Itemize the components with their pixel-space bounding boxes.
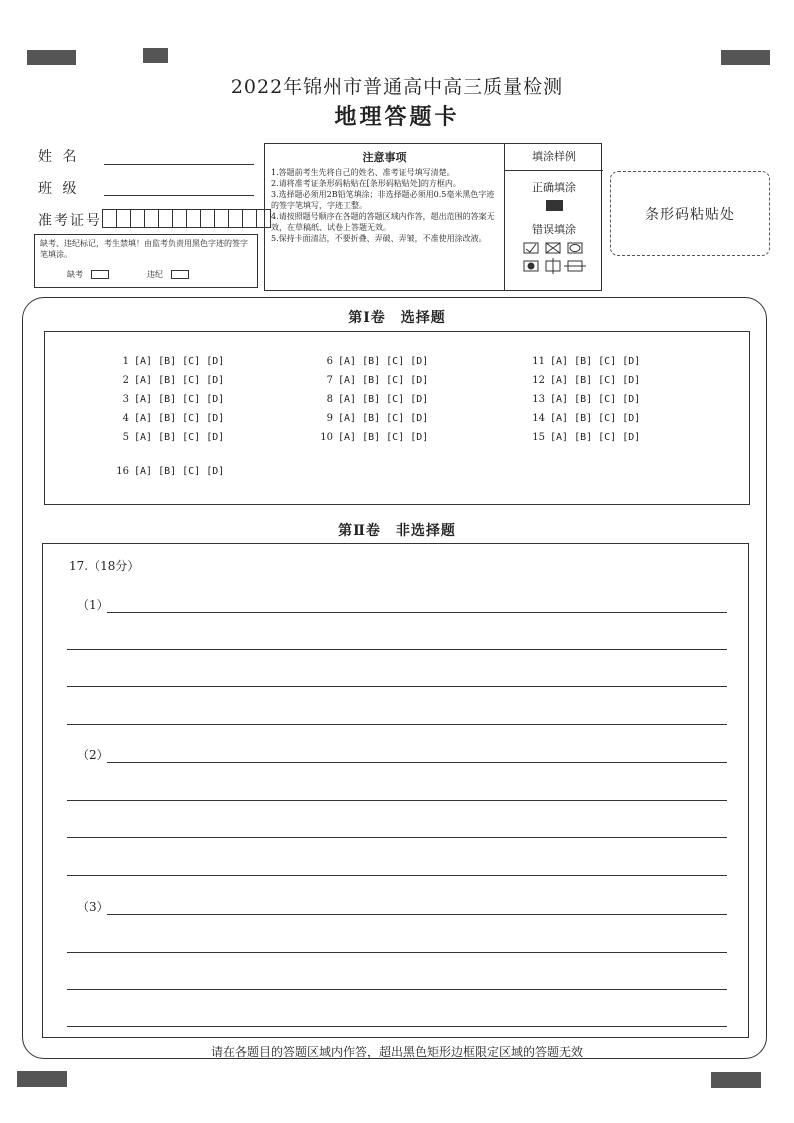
answer-line[interactable] xyxy=(67,875,727,876)
answer-line[interactable] xyxy=(67,649,727,650)
mc-question[interactable]: 13 [A] [B] [C] [D] xyxy=(532,394,641,405)
answer-line[interactable] xyxy=(67,989,727,990)
registration-mark xyxy=(27,50,76,65)
answer-line[interactable] xyxy=(67,1026,727,1027)
barcode-area[interactable] xyxy=(610,171,770,256)
notice-box xyxy=(264,143,602,291)
absence-instructions: 缺考、违纪标记，考生禁填！由监考负责用黑色字迹的签字笔填涂。 xyxy=(40,239,248,259)
mc-question[interactable]: 3 [A] [B] [C] [D] xyxy=(122,394,225,405)
wrong-fill-samples xyxy=(522,241,586,275)
notice-item: 1.答题前考生先将自己的姓名、准考证号填写清楚。 xyxy=(271,168,455,177)
mc-question[interactable]: 12 [A] [B] [C] [D] xyxy=(532,375,641,386)
essay-answer-area[interactable] xyxy=(42,543,749,1038)
notice-item: 3.选择题必须用2B铅笔填涂；非选择题必须用0.5毫米黑色字迹的签字笔填写，字迹工整。 xyxy=(271,190,495,210)
part-2-label: （2） xyxy=(77,748,109,762)
notice-item: 5.保持卡面清洁，不要折叠、弄破、弄皱，不准使用涂改液。 xyxy=(271,234,487,243)
answer-line[interactable] xyxy=(107,914,727,915)
section1-title: 第Ⅰ卷 选择题 xyxy=(348,310,446,326)
registration-mark xyxy=(711,1072,761,1088)
exam-title: 2022年锦州市普通高中高三质量检测 xyxy=(230,76,564,98)
mc-question[interactable]: 2 [A] [B] [C] [D] xyxy=(122,375,225,386)
correct-fill-label: 正确填涂 xyxy=(532,181,576,194)
mc-question[interactable]: 16 [A] [B] [C] [D] xyxy=(116,466,225,477)
barcode-label: 条形码粘贴处 xyxy=(645,206,735,223)
notice-title: 注意事项 xyxy=(362,151,407,164)
violation-checkbox[interactable] xyxy=(171,270,189,279)
answer-line[interactable] xyxy=(67,952,727,953)
part-3-label: （3） xyxy=(77,900,109,914)
correct-fill-sample xyxy=(546,200,563,211)
answer-line[interactable] xyxy=(67,686,727,687)
answer-line[interactable] xyxy=(107,612,727,613)
answer-line[interactable] xyxy=(67,800,727,801)
mc-question[interactable]: 1 [A] [B] [C] [D] xyxy=(122,356,225,367)
mc-question[interactable]: 7 [A] [B] [C] [D] xyxy=(326,375,429,386)
notice-item: 2.请将准考证条形码粘贴在[条形码粘贴处]的方框内。 xyxy=(271,179,461,188)
mc-question[interactable]: 4 [A] [B] [C] [D] xyxy=(122,413,225,424)
class-label: 班 级 xyxy=(38,181,80,197)
mc-question[interactable]: 14 [A] [B] [C] [D] xyxy=(532,413,641,424)
absent-checkbox[interactable] xyxy=(91,270,109,279)
mc-question[interactable]: 6 [A] [B] [C] [D] xyxy=(326,356,429,367)
class-field[interactable] xyxy=(104,195,254,196)
question-17-label: 17.（18分） xyxy=(69,559,140,573)
part-1-label: （1） xyxy=(77,598,109,612)
answer-line[interactable] xyxy=(67,724,727,725)
absent-label: 缺考 xyxy=(67,270,83,279)
violation-label: 违纪 xyxy=(147,270,163,279)
multiple-choice-area xyxy=(44,331,750,505)
mc-question[interactable]: 10 [A] [B] [C] [D] xyxy=(320,432,429,443)
exam-id-boxes[interactable] xyxy=(102,209,271,228)
notice-item: 4.请按照题号顺序在各题的答题区域内作答，超出范围的答案无效，在草稿纸、试卷上答题无效。 xyxy=(271,212,495,232)
name-label: 姓 名 xyxy=(38,149,80,165)
mc-question[interactable]: 8 [A] [B] [C] [D] xyxy=(326,394,429,405)
exam-id-label: 准考证号 xyxy=(38,213,102,229)
answer-line[interactable] xyxy=(107,762,727,763)
footer-note: 请在各题目的答题区域内作答，超出黑色矩形边框限定区域的答题无效 xyxy=(210,1045,583,1059)
mc-question[interactable]: 9 [A] [B] [C] [D] xyxy=(326,413,429,424)
registration-mark xyxy=(143,48,168,63)
answer-line[interactable] xyxy=(67,837,727,838)
mc-question[interactable]: 15 [A] [B] [C] [D] xyxy=(532,432,641,443)
name-field[interactable] xyxy=(104,164,254,165)
section2-title: 第Ⅱ卷 非选择题 xyxy=(338,523,456,539)
wrong-fill-label: 错误填涂 xyxy=(532,223,576,236)
fill-sample-title: 填涂样例 xyxy=(505,144,603,171)
registration-mark xyxy=(17,1071,67,1087)
answer-sheet-title: 地理答题卡 xyxy=(334,104,460,130)
mc-question[interactable]: 11 [A] [B] [C] [D] xyxy=(532,356,641,367)
mc-question[interactable]: 5 [A] [B] [C] [D] xyxy=(122,432,225,443)
registration-mark xyxy=(721,50,770,65)
absence-mark-box xyxy=(34,234,258,288)
